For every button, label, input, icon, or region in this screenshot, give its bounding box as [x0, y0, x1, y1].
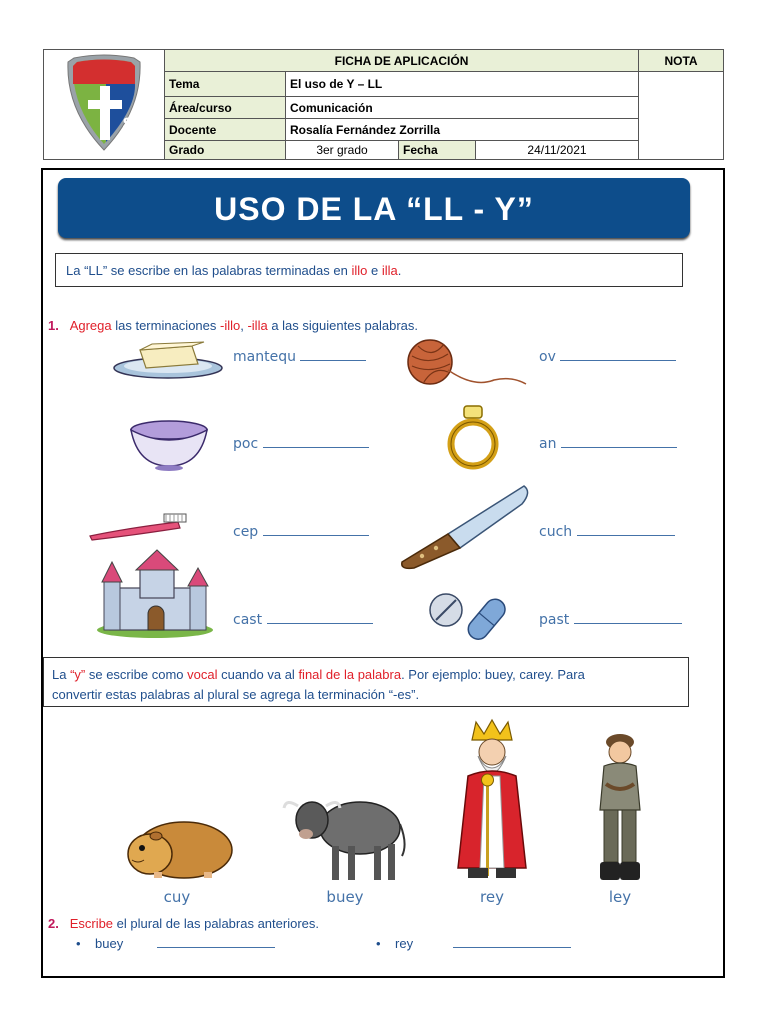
rule-ll-period: .: [397, 263, 402, 278]
exercise-1-term-illa: -illa: [247, 318, 268, 333]
logo-cell: [44, 50, 165, 160]
toothbrush-icon: [88, 510, 190, 542]
exercise-2-text: el plural de las palabras anteriores.: [113, 916, 319, 931]
school-shield-logo: [44, 50, 164, 156]
king-icon: [450, 718, 534, 884]
word-an[interactable]: an: [539, 436, 677, 452]
rule-ll-and: e: [367, 263, 382, 278]
word-ov[interactable]: ov: [539, 349, 676, 365]
yarn-ball-icon: [404, 336, 528, 390]
exercise-1-term-illo: -illo: [220, 318, 241, 333]
nota-label: NOTA: [639, 50, 724, 72]
word-past[interactable]: past: [539, 612, 682, 628]
fecha-value: 24/11/2021: [476, 141, 639, 160]
tema-value: El uso de Y – LL: [286, 72, 639, 97]
rule-ll-text: La “LL” se escribe en las palabras terminadas en: [66, 263, 352, 278]
bullet-item-rey[interactable]: [376, 936, 571, 951]
animal-caption-ley: ley: [608, 888, 632, 906]
pills-icon: [424, 588, 514, 648]
knife-icon: [398, 482, 532, 570]
animal-caption-rey: rey: [480, 888, 504, 906]
grado-label: Grado: [165, 141, 286, 160]
animal-caption-cuy: cuy: [163, 888, 191, 906]
rule-ll-illa: illa: [381, 263, 398, 278]
exercise-1-number: 1.: [48, 318, 59, 333]
word-mantequ[interactable]: mantequ: [233, 349, 366, 365]
exercise-2-instruction: [48, 916, 319, 931]
animal-caption-buey: buey: [326, 888, 364, 906]
rule-y-line2: convertir estas palabras al plural se agrega la terminación “-es”.: [52, 687, 420, 702]
bullet-dot-icon: •: [376, 936, 381, 951]
logo-text: SGS: [122, 113, 159, 133]
exercise-2-verb: Escribe: [69, 916, 114, 931]
rule-y-vocal: vocal: [187, 667, 218, 682]
bullet-word-rey: rey: [395, 936, 414, 951]
answer-line-rey[interactable]: [453, 947, 571, 948]
castle-icon: [96, 548, 214, 638]
bowl-icon: [128, 418, 210, 472]
rule-y-text-a: La: [52, 667, 71, 682]
rule-y-letter: “y”: [70, 667, 86, 682]
word-cep[interactable]: cep: [233, 524, 369, 540]
bullet-dot-icon: •: [76, 936, 81, 951]
rule-y-box: [43, 657, 689, 707]
rule-y-text-b: se escribe como: [85, 667, 188, 682]
exercise-1-text-a: las terminaciones: [111, 318, 220, 333]
grado-value: 3er grado: [286, 141, 399, 160]
word-poc[interactable]: poc: [233, 436, 369, 452]
word-cuch[interactable]: cuch: [539, 524, 675, 540]
docente-value: Rosalía Fernández Zorrilla: [286, 119, 639, 141]
banner-title: USO DE LA “LL - Y”: [58, 178, 690, 238]
young-man-icon: [592, 730, 648, 884]
word-cast[interactable]: cast: [233, 612, 373, 628]
rule-ll-box: [55, 253, 683, 287]
ring-icon: [444, 404, 502, 470]
ox-icon: [282, 784, 408, 884]
tema-label: Tema: [165, 72, 286, 97]
area-label: Área/curso: [165, 97, 286, 119]
exercise-1-text-b: a las siguientes palabras.: [267, 318, 419, 333]
rule-y-final: final de la palabra: [298, 667, 402, 682]
exercise-1-instruction: [48, 318, 418, 333]
rule-y-text-c: cuando va al: [217, 667, 299, 682]
area-value: Comunicación: [286, 97, 639, 119]
nota-box: [639, 72, 724, 160]
answer-line-buey[interactable]: [157, 947, 275, 948]
fecha-label: Fecha: [399, 141, 476, 160]
bullet-item-buey[interactable]: [76, 936, 275, 951]
docente-label: Docente: [165, 119, 286, 141]
exercise-1-comma: ,: [240, 318, 248, 333]
rule-y-text-d: . Por ejemplo: buey, carey. Para: [401, 667, 585, 682]
bullet-word-buey: buey: [95, 936, 124, 951]
exercise-1-verb: Agrega: [69, 318, 112, 333]
exercise-2-number: 2.: [48, 916, 59, 931]
header-table: [43, 49, 724, 160]
butter-dish-icon: [112, 340, 224, 380]
rule-ll-illo: illo: [351, 263, 368, 278]
guinea-pig-icon: [124, 812, 234, 882]
sheet-title: FICHA DE APLICACIÓN: [165, 50, 639, 72]
